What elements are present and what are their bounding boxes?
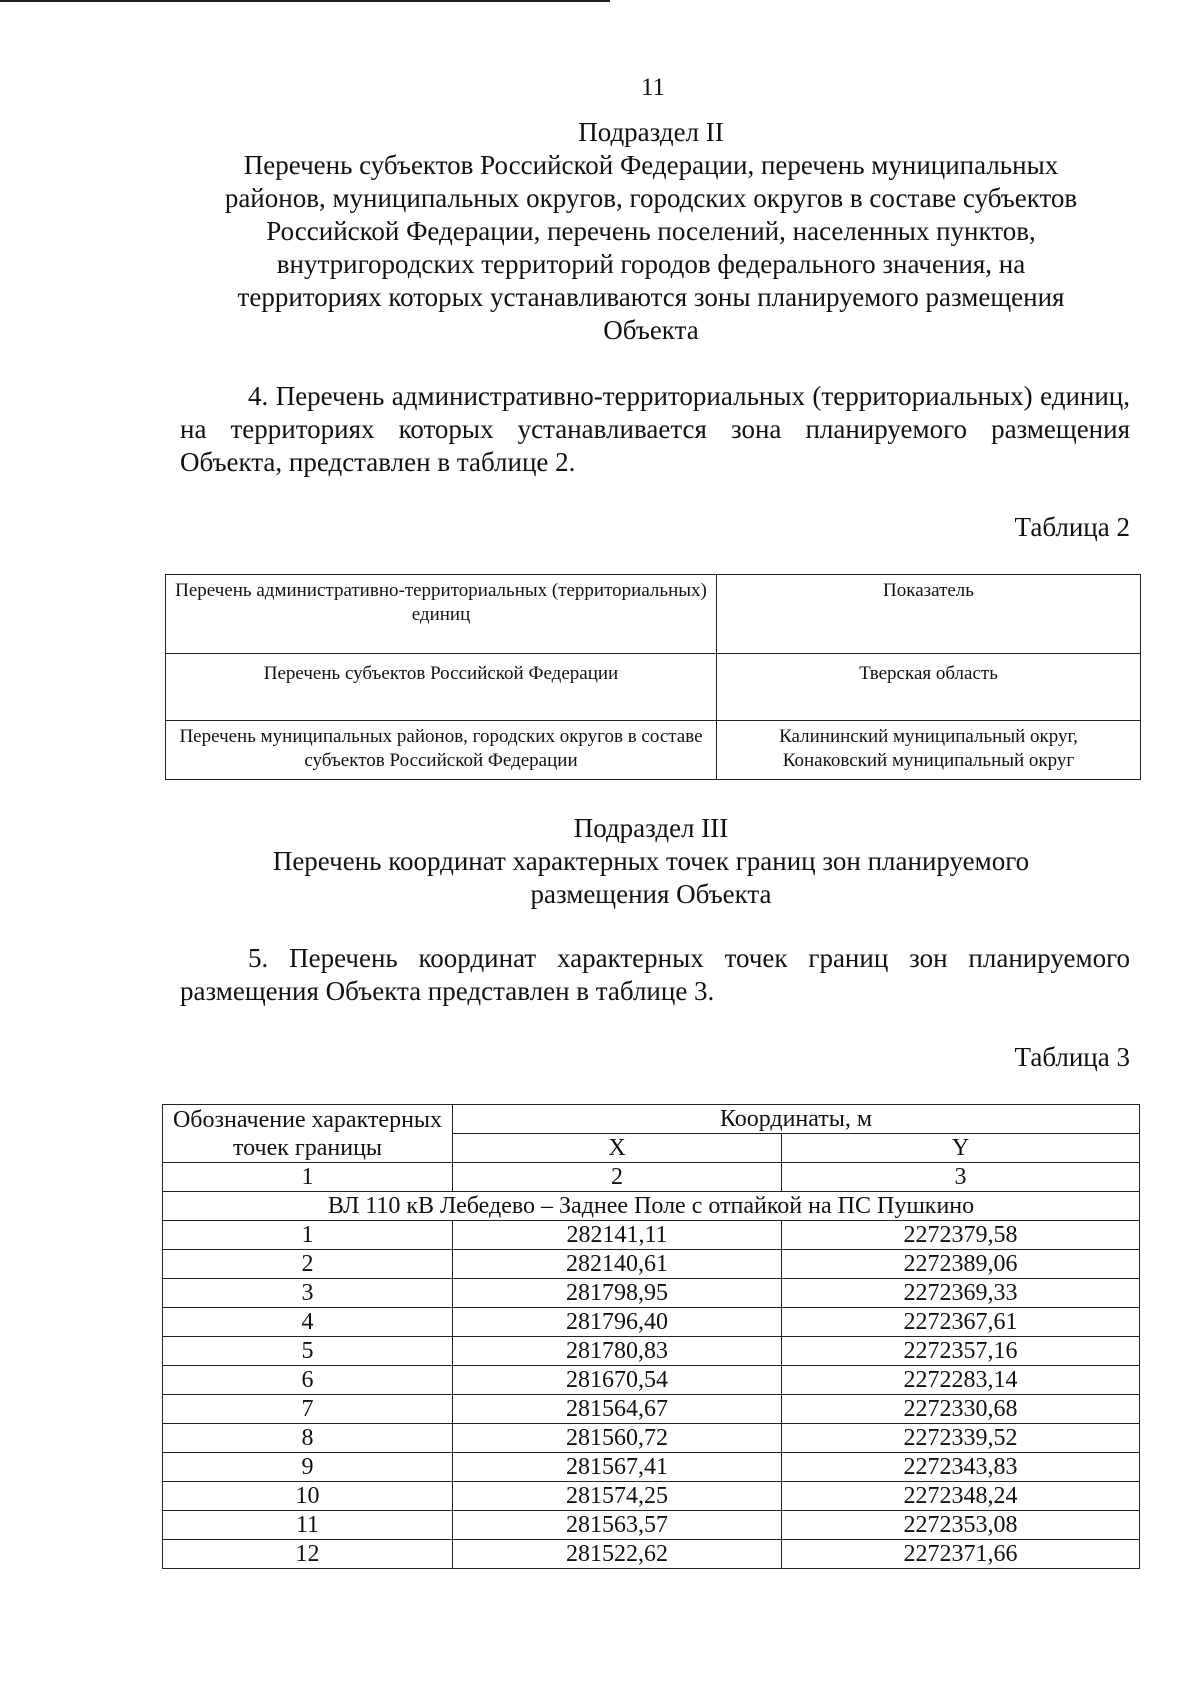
table-row bbox=[163, 1540, 1140, 1569]
table-header-cell: Обозначение характерных точек границы bbox=[163, 1105, 453, 1163]
table-row bbox=[163, 1163, 1140, 1192]
table-cell: 2 bbox=[163, 1250, 453, 1279]
table-header-cell: Показатель bbox=[717, 575, 1141, 654]
subsection-3-heading bbox=[160, 812, 1142, 911]
page-number: 11 bbox=[640, 74, 666, 101]
table-row bbox=[163, 1221, 1140, 1250]
subsection-2-title: Подраздел II bbox=[578, 117, 724, 147]
table-cell: 281522,62 bbox=[453, 1540, 782, 1569]
table-cell: 2272367,61 bbox=[782, 1308, 1140, 1337]
subsection-2-line: Объекта bbox=[603, 315, 699, 345]
table-cell: 2272369,33 bbox=[782, 1279, 1140, 1308]
table-cell: 2272371,66 bbox=[782, 1540, 1140, 1569]
table-cell: Калининский муниципальный округ, Конаковский муниципальный округ bbox=[717, 721, 1141, 780]
table-cell: 4 bbox=[163, 1308, 453, 1337]
table-cell: 281780,83 bbox=[453, 1337, 782, 1366]
table-cell: 282141,11 bbox=[453, 1221, 782, 1250]
table-2-caption: Таблица 2 bbox=[1014, 512, 1130, 542]
subsection-2-heading bbox=[160, 116, 1142, 347]
table-cell: 282140,61 bbox=[453, 1250, 782, 1279]
table-cell: 281574,25 bbox=[453, 1482, 782, 1511]
table-row bbox=[166, 654, 1141, 721]
table-cell: 2272283,14 bbox=[782, 1366, 1140, 1395]
table-3 bbox=[162, 1104, 1140, 1569]
paragraph-4: 4. Перечень административно-территориальных (территориальных) единиц, на территориях которых устанавливается зона планируемого размещения Объекта, представлен в таблице 2. bbox=[180, 381, 1130, 477]
table-row bbox=[163, 1395, 1140, 1424]
table-row bbox=[163, 1308, 1140, 1337]
subsection-2-line: Российской Федерации, перечень поселений, населенных пунктов, bbox=[266, 216, 1036, 246]
table-cell: Перечень муниципальных районов, городских округов в составе субъектов Российской Федерации bbox=[166, 721, 717, 780]
table-cell: 281560,72 bbox=[453, 1424, 782, 1453]
subsection-2-line: территориях которых устанавливаются зоны планируемого размещения bbox=[237, 282, 1065, 312]
table-header-cell: Координаты, м bbox=[453, 1105, 1140, 1134]
table-row bbox=[163, 1453, 1140, 1482]
table-cell: 2272330,68 bbox=[782, 1395, 1140, 1424]
table-header-cell: X bbox=[453, 1134, 782, 1163]
table-row bbox=[163, 1250, 1140, 1279]
table-cell: 12 bbox=[163, 1540, 453, 1569]
table-row bbox=[163, 1424, 1140, 1453]
table-row bbox=[163, 1337, 1140, 1366]
table-cell: 11 bbox=[163, 1511, 453, 1540]
table-cell: 2272339,52 bbox=[782, 1424, 1140, 1453]
table-row bbox=[163, 1279, 1140, 1308]
table-cell: 1 bbox=[163, 1163, 453, 1192]
table-cell: 8 bbox=[163, 1424, 453, 1453]
table-cell: 5 bbox=[163, 1337, 453, 1366]
table-row bbox=[163, 1105, 1140, 1134]
table-row bbox=[166, 575, 1141, 654]
table-cell: 281670,54 bbox=[453, 1366, 782, 1395]
subsection-2-line: Перечень субъектов Российской Федерации, перечень муниципальных bbox=[243, 150, 1059, 180]
table-cell: 2272348,24 bbox=[782, 1482, 1140, 1511]
table-cell: 9 bbox=[163, 1453, 453, 1482]
subsection-3-line: размещения Объекта bbox=[530, 879, 772, 909]
table-cell: 1 bbox=[163, 1221, 453, 1250]
table-cell: Перечень субъектов Российской Федерации bbox=[166, 654, 717, 721]
table-row bbox=[166, 721, 1141, 780]
table-cell: 3 bbox=[163, 1279, 453, 1308]
paragraph-5: 5. Перечень координат характерных точек границ зон планируемого размещения Объекта представлен в таблице 3. bbox=[180, 943, 1130, 1006]
table-cell: 6 bbox=[163, 1366, 453, 1395]
table-3-caption: Таблица 3 bbox=[1014, 1042, 1130, 1072]
table-cell: 281563,57 bbox=[453, 1511, 782, 1540]
table-cell: 2272389,06 bbox=[782, 1250, 1140, 1279]
table-header-cell: Y bbox=[782, 1134, 1140, 1163]
table-cell: 7 bbox=[163, 1395, 453, 1424]
table-cell: 281796,40 bbox=[453, 1308, 782, 1337]
subsection-3-title: Подраздел III bbox=[573, 813, 729, 843]
table-cell: 2272357,16 bbox=[782, 1337, 1140, 1366]
subsection-3-line: Перечень координат характерных точек границ зон планируемого bbox=[272, 846, 1030, 876]
table-cell: 281564,67 bbox=[453, 1395, 782, 1424]
table-cell: 2272379,58 bbox=[782, 1221, 1140, 1250]
subsection-2-line: районов, муниципальных округов, городских округов в составе субъектов bbox=[224, 183, 1078, 213]
table-cell: 10 bbox=[163, 1482, 453, 1511]
table-cell: 3 bbox=[782, 1163, 1140, 1192]
table-row bbox=[163, 1192, 1140, 1221]
table-section-title: ВЛ 110 кВ Лебедево – Заднее Поле с отпайкой на ПС Пушкино bbox=[163, 1192, 1140, 1221]
table-cell: 2272353,08 bbox=[782, 1511, 1140, 1540]
subsection-2-line: внутригородских территорий городов федерального значения, на bbox=[276, 249, 1026, 279]
table-cell: 281798,95 bbox=[453, 1279, 782, 1308]
table-cell: 2 bbox=[453, 1163, 782, 1192]
table-header-cell: Перечень административно-территориальных (территориальных) единиц bbox=[166, 575, 717, 654]
table-cell: Тверская область bbox=[717, 654, 1141, 721]
table-row bbox=[163, 1482, 1140, 1511]
table-cell: 2272343,83 bbox=[782, 1453, 1140, 1482]
table-row bbox=[163, 1511, 1140, 1540]
table-row bbox=[163, 1366, 1140, 1395]
table-2 bbox=[165, 574, 1141, 780]
table-cell: 281567,41 bbox=[453, 1453, 782, 1482]
top-border-line bbox=[0, 0, 610, 2]
